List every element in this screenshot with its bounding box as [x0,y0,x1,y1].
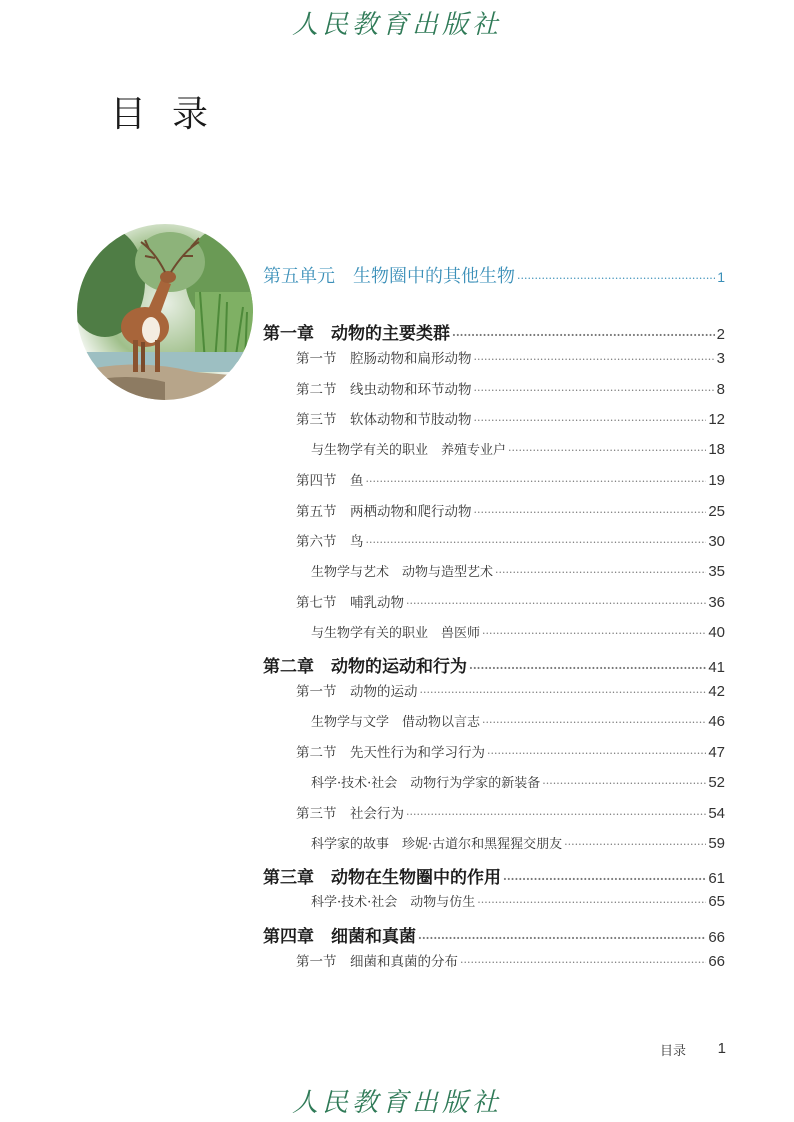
leader-dots [418,932,706,945]
toc-entry-label: 第一章 动物的主要类群 [263,324,450,344]
toc-sub-entry[interactable] [263,772,725,803]
footer-label: 目录 [660,1044,687,1059]
toc-section-entry[interactable] [263,591,725,622]
leader-dots [517,272,715,285]
toc-entry-label: 第四章 细菌和真菌 [263,926,416,947]
toc-entry-page: 2 [716,326,725,343]
toc-entry-label: 第七节 哺乳动物 [296,595,404,611]
toc-entry-page: 65 [708,893,725,910]
toc-section-entry[interactable] [263,500,725,531]
toc-sub-entry[interactable] [263,622,725,653]
toc-entry-page: 8 [716,380,725,398]
toc-entry-label: 第五节 两栖动物和爬行动物 [296,503,472,520]
leader-dots [460,956,706,969]
leader-dots [474,353,715,366]
toc-section-entry[interactable] [263,378,725,409]
toc-sub-entry[interactable] [263,439,725,470]
toc-entry-page: 12 [708,411,725,428]
leader-dots [477,896,706,909]
toc-entry-label: 与生物学有关的职业 兽医师 [311,625,481,641]
toc-section-entry[interactable] [263,802,725,833]
leader-dots [503,873,706,886]
toc-entry-page: 66 [708,952,725,970]
toc-entry-page: 61 [708,870,725,887]
toc-entry-page: 30 [708,533,725,550]
toc-entry-label: 第二章 动物的运动和行为 [263,657,467,677]
toc-entry-page: 19 [708,472,725,489]
toc-section-entry[interactable] [263,680,725,711]
toc-entry-page: 52 [708,773,725,791]
leader-dots [420,686,707,699]
toc-entry-label: 第二节 先天性行为和学习行为 [296,745,485,761]
toc-entry-page: 42 [708,683,725,700]
leader-dots [469,662,706,675]
toc-entry-label: 第三节 软体动物和节肢动物 [296,412,472,428]
leader-dots [474,506,707,519]
toc-sub-entry[interactable] [263,891,725,922]
toc-entry-label: 第三节 社会行为 [296,806,404,822]
toc-entry-page: 54 [708,805,725,822]
toc-entry-page: 25 [708,502,725,520]
toc-chapter-entry[interactable] [263,863,725,891]
publisher-watermark-bottom: 人民教育出版社 [291,1088,502,1118]
toc-section-entry[interactable] [263,408,725,439]
leader-dots [366,475,707,488]
deer-illustration [75,222,255,402]
page-footer [660,1040,726,1059]
leader-dots [482,627,706,640]
leader-dots [406,597,706,610]
toc-chapter-entry[interactable] [263,922,725,950]
leader-dots [474,384,715,397]
toc-entry-page: 46 [708,712,725,730]
toc-entry-page: 41 [708,659,725,676]
leader-dots [508,444,706,457]
leader-dots [406,808,706,821]
leader-dots [564,838,706,851]
toc-entry-label: 科学家的故事 珍妮·古道尔和黑猩猩交朋友 [311,836,563,852]
leader-dots [366,536,707,549]
toc-section-entry[interactable] [263,469,725,500]
toc-entry-label: 第一节 腔肠动物和扁形动物 [296,351,472,367]
toc-entry-label: 与生物学有关的职业 养殖专业户 [311,442,507,458]
toc-unit-page: 1 [717,269,725,285]
toc-entry-label: 第四节 鱼 [296,473,364,489]
leader-dots [495,566,706,579]
toc-section-entry[interactable] [263,530,725,561]
toc-entry-label: 第一节 细菌和真菌的分布 [296,953,458,970]
toc-entry-label: 生物学与艺术 动物与造型艺术 [311,564,494,580]
toc-sub-entry[interactable] [263,561,725,592]
toc-section-entry[interactable] [263,950,725,981]
toc-entry-label: 第二节 线虫动物和环节动物 [296,381,472,398]
toc-entry-label: 第三章 动物在生物圈中的作用 [263,868,501,888]
leader-dots [542,777,706,790]
leader-dots [482,716,706,729]
toc-entry-label: 第六节 鸟 [296,534,364,550]
publisher-watermark-top: 人民教育出版社 [291,10,502,40]
toc-chapter-entry[interactable] [263,652,725,680]
toc-unit-entry[interactable] [263,262,725,292]
toc-entry-page: 36 [708,594,725,611]
leader-dots [452,329,715,342]
toc-entry-page: 59 [708,834,725,852]
toc-chapter-entry[interactable] [263,319,725,347]
page-title: 目录 [110,94,235,135]
toc-entry-label: 科学·技术·社会 动物与仿生 [311,895,476,910]
leader-dots [474,414,707,427]
toc-entry-page: 35 [708,562,725,580]
toc-section-entry[interactable] [263,347,725,378]
toc-unit-label: 第五单元 生物圈中的其他生物 [263,266,515,287]
toc-entry-page: 18 [708,440,725,458]
page-number: 1 [717,1040,726,1057]
toc-entry-page: 66 [708,928,725,946]
toc-entry-page: 47 [708,744,725,761]
toc-entry-page: 40 [708,623,725,641]
toc-sub-entry[interactable] [263,711,725,742]
toc-sub-entry[interactable] [263,833,725,864]
toc-entry-label: 科学·技术·社会 动物行为学家的新装备 [311,775,541,791]
toc-entry-label: 第一节 动物的运动 [296,684,418,700]
leader-dots [487,747,706,760]
toc-section-entry[interactable] [263,741,725,772]
toc-entry-label: 生物学与文学 借动物以言志 [311,714,481,730]
table-of-contents [263,262,725,980]
toc-entry-page: 3 [716,350,725,367]
